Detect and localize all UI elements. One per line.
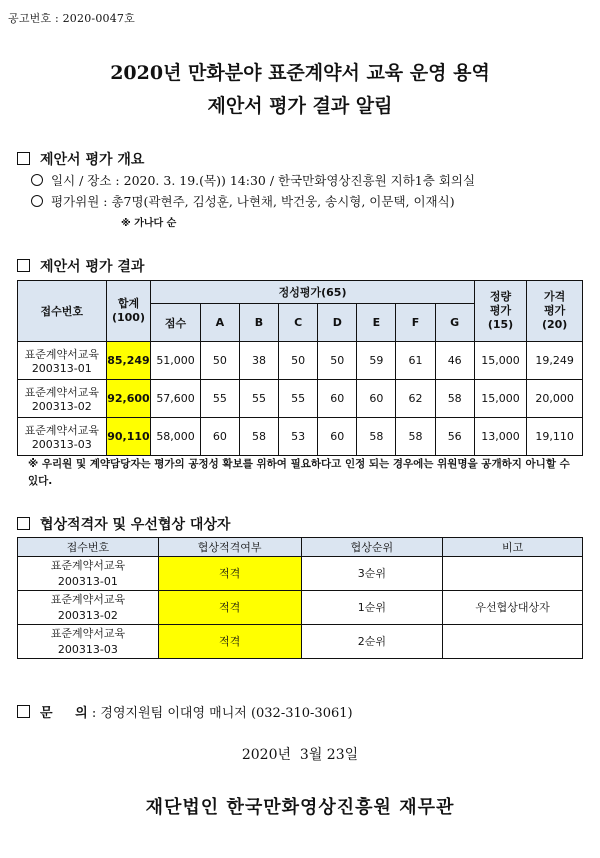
remark-cell bbox=[443, 557, 583, 591]
letter-cell: 62 bbox=[396, 380, 435, 418]
receipt-cell bbox=[18, 418, 107, 456]
document-title: 2020년 만화분야 표준계약서 교육 운영 용역 bbox=[110, 62, 490, 84]
letter-cell: 60 bbox=[200, 418, 239, 456]
receipt-name: 표준계약서교육 bbox=[24, 348, 99, 361]
eligibility-cell: 적격 bbox=[158, 591, 301, 625]
receipt-cell bbox=[18, 342, 107, 380]
receipt-code: 200313-02 bbox=[31, 400, 92, 413]
eligibility-cell: 적격 bbox=[158, 625, 301, 659]
price-cell: 19,110 bbox=[527, 418, 583, 456]
header-total: 합계 (100) bbox=[106, 281, 151, 342]
header-letter-e: E bbox=[357, 304, 396, 342]
announcement-date: 2020년 3월 23일 bbox=[241, 747, 359, 763]
letter-cell: 55 bbox=[279, 380, 318, 418]
evaluators-line bbox=[31, 192, 455, 210]
header-receipt-no: 접수번호 bbox=[18, 281, 107, 342]
quant-cell: 15,000 bbox=[474, 342, 527, 380]
section-negotiation-heading bbox=[17, 514, 230, 534]
contact-line bbox=[17, 702, 353, 721]
section-overview-heading bbox=[17, 149, 144, 169]
evaluation-results-table bbox=[17, 280, 583, 456]
header-letter-d: D bbox=[318, 304, 357, 342]
issuing-organization: 재단법인 한국만화영상진흥원 재무관 bbox=[145, 797, 455, 818]
header-eligibility: 협상적격여부 bbox=[158, 538, 301, 557]
table-row bbox=[18, 557, 583, 591]
receipt-name: 표준계약서교육 bbox=[50, 592, 126, 606]
header-letter-a: A bbox=[200, 304, 239, 342]
table-row bbox=[18, 591, 583, 625]
section-overview-title: 제안서 평가 개요 bbox=[40, 152, 145, 168]
header-score: 점수 bbox=[151, 304, 200, 342]
price-cell: 20,000 bbox=[527, 380, 583, 418]
letter-cell: 58 bbox=[435, 380, 474, 418]
header-quantitative: 정량 평가 (15) bbox=[474, 281, 527, 342]
total-cell: 85,249 bbox=[106, 342, 151, 380]
notice-number: 공고번호 : 2020-0047호 bbox=[8, 12, 135, 25]
receipt-code: 200313-02 bbox=[57, 608, 118, 622]
checkbox-square-icon bbox=[17, 259, 30, 272]
eligibility-cell: 적격 bbox=[158, 557, 301, 591]
header-letter-f: F bbox=[396, 304, 435, 342]
schedule-line bbox=[31, 171, 475, 189]
receipt-name: 표준계약서교육 bbox=[50, 558, 126, 572]
letter-cell: 58 bbox=[239, 418, 278, 456]
letter-cell: 56 bbox=[435, 418, 474, 456]
letter-cell: 50 bbox=[318, 342, 357, 380]
table-row bbox=[18, 342, 583, 380]
letter-cell: 46 bbox=[435, 342, 474, 380]
section-negotiation-title: 협상적격자 및 우선협상 대상자 bbox=[40, 517, 231, 533]
letter-cell: 60 bbox=[357, 380, 396, 418]
section-results-heading bbox=[17, 256, 144, 276]
document-subtitle: 제안서 평가 결과 알림 bbox=[207, 95, 393, 117]
score-cell: 58,000 bbox=[151, 418, 200, 456]
checkbox-square-icon bbox=[17, 152, 30, 165]
letter-cell: 50 bbox=[200, 342, 239, 380]
letter-cell: 58 bbox=[396, 418, 435, 456]
header-rank: 협상순위 bbox=[301, 538, 443, 557]
letter-cell: 50 bbox=[279, 342, 318, 380]
letter-cell: 38 bbox=[239, 342, 278, 380]
header-letter-g: G bbox=[435, 304, 474, 342]
receipt-name: 표준계약서교육 bbox=[24, 424, 99, 437]
quant-cell: 15,000 bbox=[474, 380, 527, 418]
letter-cell: 58 bbox=[357, 418, 396, 456]
total-cell: 92,600 bbox=[106, 380, 151, 418]
header-letter-b: B bbox=[239, 304, 278, 342]
rank-cell: 1순위 bbox=[301, 591, 443, 625]
header-qualitative: 정성평가(65) bbox=[151, 281, 474, 304]
receipt-cell bbox=[18, 380, 107, 418]
score-cell: 57,600 bbox=[151, 380, 200, 418]
schedule-text: 일시 / 장소 : 2020. 3. 19.(목)) 14:30 / 한국만화영상진흥원 지하1층 회의실 bbox=[51, 173, 476, 188]
header-letter-c: C bbox=[279, 304, 318, 342]
receipt-name: 표준계약서교육 bbox=[50, 626, 126, 640]
receipt-code: 200313-03 bbox=[57, 642, 118, 656]
circle-bullet-icon bbox=[31, 195, 43, 207]
evaluators-text: 평가위원 : 총7명(곽현주, 김성훈, 나현채, 박건웅, 송시형, 이문택, 이재식) bbox=[51, 194, 455, 209]
header-remark: 비고 bbox=[443, 538, 583, 557]
contact-value: : 경영지원팀 이대영 매니저 (032-310-3061) bbox=[91, 706, 353, 721]
negotiation-table bbox=[17, 537, 583, 659]
table-row bbox=[18, 625, 583, 659]
letter-cell: 53 bbox=[279, 418, 318, 456]
header-receipt-no: 접수번호 bbox=[18, 538, 159, 557]
receipt-code: 200313-01 bbox=[57, 574, 118, 588]
section-results-title: 제안서 평가 결과 bbox=[40, 259, 145, 275]
price-cell: 19,249 bbox=[527, 342, 583, 380]
receipt-cell bbox=[18, 625, 159, 659]
receipt-name: 표준계약서교육 bbox=[24, 386, 99, 399]
receipt-code: 200313-01 bbox=[31, 362, 92, 375]
letter-cell: 60 bbox=[318, 418, 357, 456]
quant-cell: 13,000 bbox=[474, 418, 527, 456]
remark-cell bbox=[443, 625, 583, 659]
receipt-code: 200313-03 bbox=[31, 438, 92, 451]
score-cell: 51,000 bbox=[151, 342, 200, 380]
header-price: 가격 평가 (20) bbox=[527, 281, 583, 342]
letter-cell: 55 bbox=[200, 380, 239, 418]
letter-cell: 59 bbox=[357, 342, 396, 380]
letter-cell: 60 bbox=[318, 380, 357, 418]
rank-cell: 3순위 bbox=[301, 557, 443, 591]
contact-label: 문 의 bbox=[40, 706, 88, 721]
receipt-cell bbox=[18, 557, 159, 591]
checkbox-square-icon bbox=[17, 705, 30, 718]
disclosure-footnote: ※ 우리원 및 계약담당자는 평가의 공정성 확보를 위하여 필요하다고 인정 되는 경우에는 위원명을 공개하지 아니할 수 있다. bbox=[28, 458, 570, 487]
rank-cell: 2순위 bbox=[301, 625, 443, 659]
remark-cell: 우선협상대상자 bbox=[443, 591, 583, 625]
letter-cell: 61 bbox=[396, 342, 435, 380]
total-cell: 90,110 bbox=[106, 418, 151, 456]
order-note: ※ 가나다 순 bbox=[121, 218, 177, 229]
receipt-cell bbox=[18, 591, 159, 625]
table-row bbox=[18, 380, 583, 418]
circle-bullet-icon bbox=[31, 174, 43, 186]
table-row bbox=[18, 418, 583, 456]
letter-cell: 55 bbox=[239, 380, 278, 418]
checkbox-square-icon bbox=[17, 517, 30, 530]
